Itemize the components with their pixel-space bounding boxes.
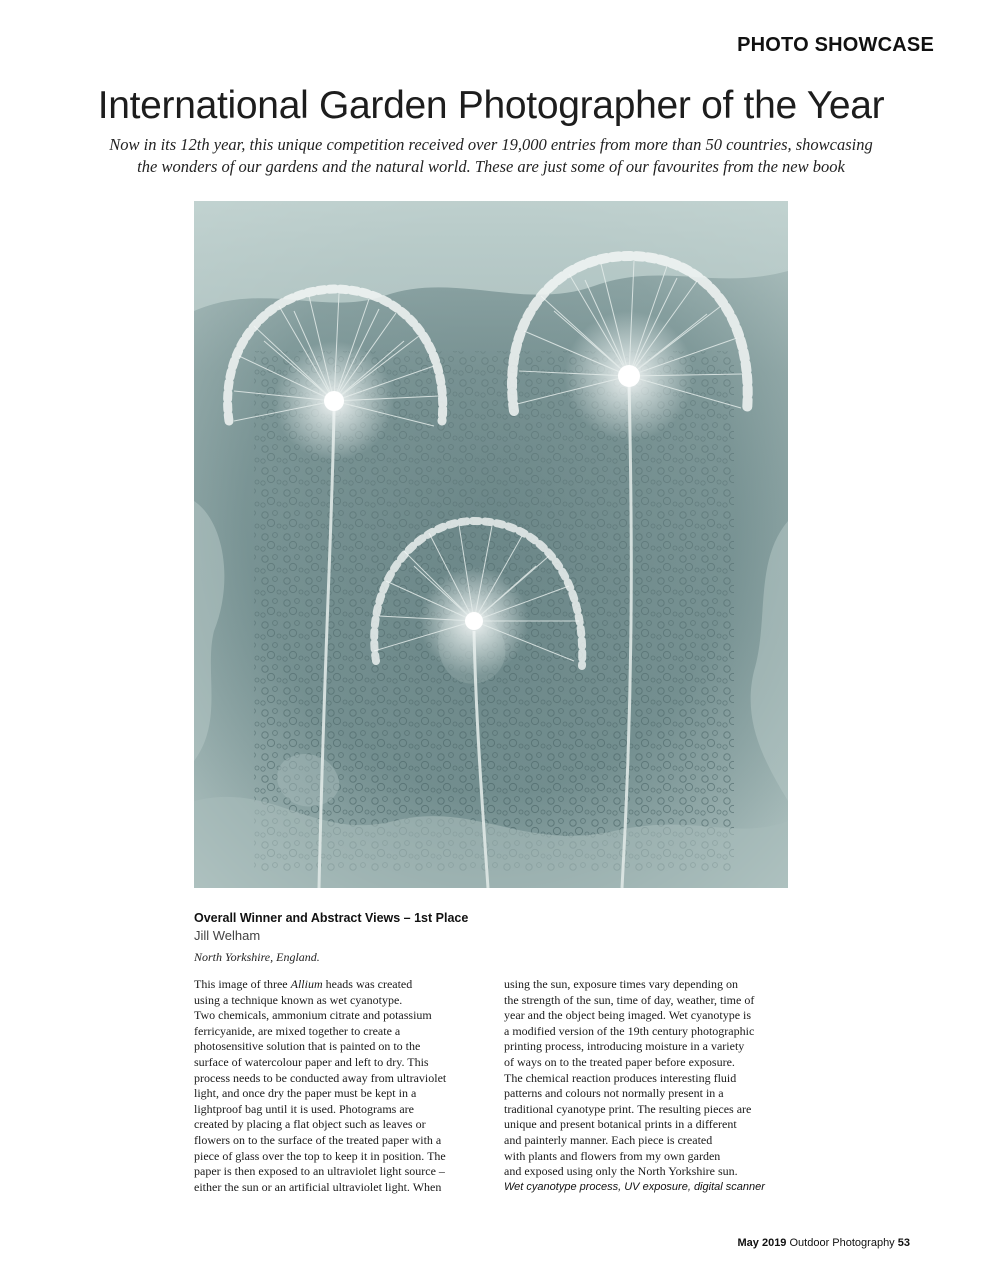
body-line: process needs to be conducted away from ultraviolet xyxy=(194,1070,447,1085)
folio-date: May 2019 xyxy=(737,1237,787,1249)
body-line: year and the object being imaged. Wet cyanotype is xyxy=(504,1008,752,1023)
body-line: and exposed using only the North Yorkshire sun. xyxy=(504,1164,738,1179)
body-line: light, and once dry the paper must be kept in a xyxy=(194,1086,417,1101)
standfirst-line-2: the wonders of our gardens and the natural world. These are just some of our favourites from the new book xyxy=(137,157,845,176)
body-line: ferricyanide, are mixed together to create a xyxy=(194,1023,401,1038)
caption-location: North Yorkshire, England. xyxy=(194,950,320,964)
body-line: a modified version of the 19th century photographic xyxy=(504,1023,755,1038)
feature-photo xyxy=(194,201,788,888)
body-line: surface of watercolour paper and left to dry. This xyxy=(194,1054,429,1069)
body-line: using a technique known as wet cyanotype. xyxy=(194,992,403,1007)
body-line: and painterly manner. Each piece is created xyxy=(504,1132,713,1147)
page-folio xyxy=(738,1237,911,1249)
folio-page-number: 53 xyxy=(897,1237,910,1249)
page-title: International Garden Photographer of the Year xyxy=(97,84,885,127)
body-line: This image of three Allium heads was created xyxy=(194,977,413,991)
standfirst-line-1: Now in its 12th year, this unique competition received over 19,000 entries from more than 50 countries, showcasing xyxy=(109,135,873,154)
caption-author: Jill Welham xyxy=(194,928,261,943)
standfirst xyxy=(60,134,922,178)
body-line: created by placing a flat object such as leaves or xyxy=(194,1117,426,1132)
body-line: photosensitive solution that is painted on to the xyxy=(194,1039,421,1054)
body-line: lightproof bag until it is used. Photograms are xyxy=(194,1101,414,1116)
body-line: of ways on to the treated paper before exposure. xyxy=(504,1054,735,1069)
body-line: printing process, introducing moisture in a variety xyxy=(504,1039,745,1054)
body-line: using the sun, exposure times vary depending on xyxy=(504,977,738,991)
technique-note: Wet cyanotype process, UV exposure, digital scanner xyxy=(504,1180,765,1193)
body-column-right xyxy=(504,977,794,1195)
body-line: the strength of the sun, time of day, weather, time of xyxy=(504,992,755,1007)
body-line: traditional cyanotype print. The resulting pieces are xyxy=(504,1101,752,1116)
body-column-left xyxy=(194,977,486,1195)
caption-title: Overall Winner and Abstract Views – 1st Place xyxy=(194,911,469,925)
body-line: piece of glass over the top to keep it in position. The xyxy=(194,1148,446,1163)
body-line: paper is then exposed to an ultraviolet light source – xyxy=(194,1164,445,1179)
body-line: unique and present botanical prints in a different xyxy=(504,1117,737,1132)
body-line: patterns and colours not normally present in a xyxy=(504,1086,724,1101)
body-line: Two chemicals, ammonium citrate and potassium xyxy=(194,1008,432,1023)
body-line: either the sun or an artificial ultraviolet light. When xyxy=(194,1179,442,1194)
body-line: flowers on to the surface of the treated paper with a xyxy=(194,1132,442,1147)
folio-publication: Outdoor Photography xyxy=(789,1237,895,1249)
body-line: with plants and flowers from my own garden xyxy=(504,1148,721,1163)
section-tag: PHOTO SHOWCASE xyxy=(737,34,934,56)
cyanotype-image xyxy=(194,201,788,888)
photo-caption xyxy=(194,910,788,967)
body-line: The chemical reaction produces interesting fluid xyxy=(504,1070,737,1085)
